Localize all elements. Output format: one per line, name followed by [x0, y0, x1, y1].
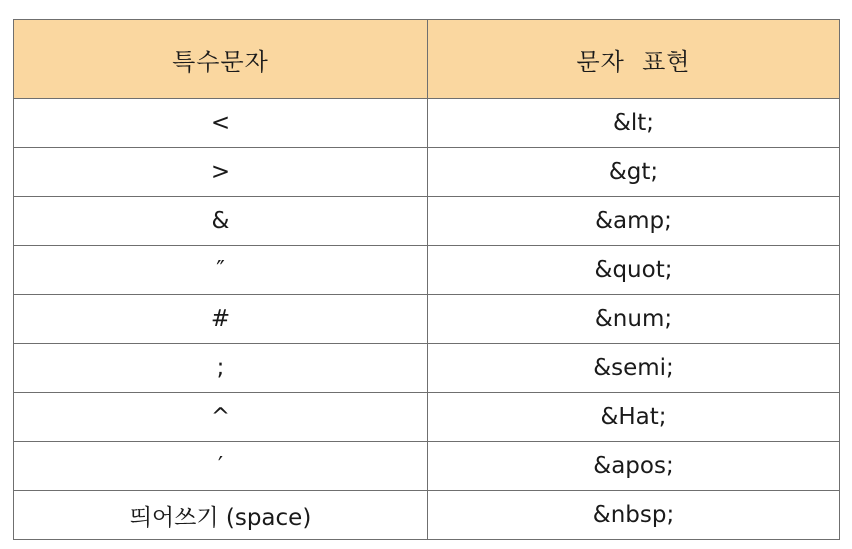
entity-cell: &semi; — [428, 344, 840, 393]
table-row — [14, 344, 840, 393]
entity-cell: &num; — [428, 295, 840, 344]
header-character-representation: 문자 표현 — [428, 20, 840, 99]
table-row — [14, 148, 840, 197]
entity-cell: &amp; — [428, 197, 840, 246]
header-special-character: 특수문자 — [14, 20, 428, 99]
table-row — [14, 197, 840, 246]
entity-cell: &gt; — [428, 148, 840, 197]
table-row — [14, 491, 840, 540]
entity-cell: &nbsp; — [428, 491, 840, 540]
special-character-cell: > — [14, 148, 428, 197]
table-row — [14, 442, 840, 491]
special-character-cell: ; — [14, 344, 428, 393]
table-row — [14, 99, 840, 148]
special-character-table — [13, 19, 840, 540]
entity-cell: &quot; — [428, 246, 840, 295]
special-character-cell: ′ — [14, 442, 428, 491]
table-row — [14, 246, 840, 295]
entity-cell: &lt; — [428, 99, 840, 148]
table-row — [14, 295, 840, 344]
special-character-cell: < — [14, 99, 428, 148]
special-character-cell: & — [14, 197, 428, 246]
special-character-cell: ^ — [14, 393, 428, 442]
special-character-cell: # — [14, 295, 428, 344]
table-header-row — [14, 20, 840, 99]
special-character-cell: 띄어쓰기 (space) — [14, 491, 428, 540]
entity-cell: &apos; — [428, 442, 840, 491]
entity-cell: &Hat; — [428, 393, 840, 442]
special-character-cell: ″ — [14, 246, 428, 295]
table-row — [14, 393, 840, 442]
